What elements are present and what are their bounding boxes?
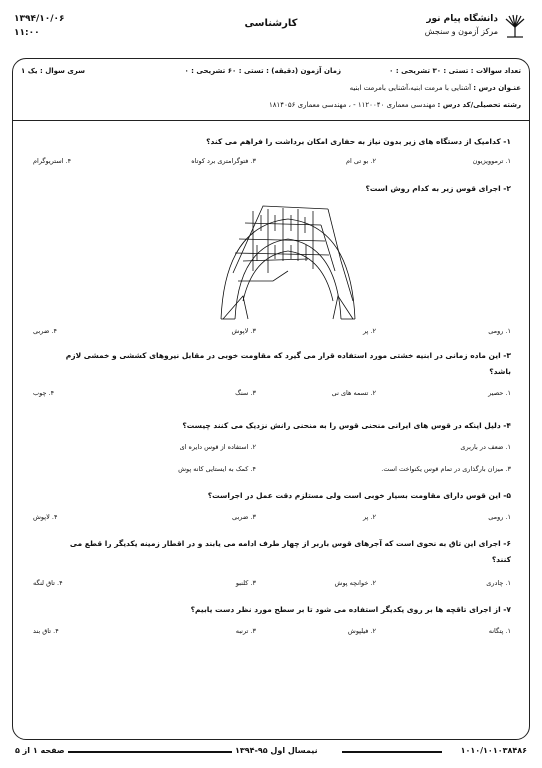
- page-header: [14, 12, 528, 48]
- option[interactable]: ۱. حصیر: [488, 389, 511, 397]
- course-label: عنـوان درس :: [473, 84, 521, 92]
- option[interactable]: ۳. میزان بارگذاری در تمام قوس یکنواخت است.: [381, 465, 511, 473]
- field-label: رشته تحصیلی/کد درس :: [437, 101, 521, 109]
- question-4-options-row-2: [33, 465, 511, 477]
- option[interactable]: ۲. پر: [362, 513, 376, 521]
- option[interactable]: ۲. بو تی ام: [346, 157, 376, 165]
- exam-info-row: [21, 67, 521, 79]
- option[interactable]: ۴. چوب: [33, 389, 55, 397]
- question-2: ۲- اجرای قوس زیر به کدام روش است؟: [365, 184, 511, 193]
- question-4-options-row-1: [33, 443, 511, 455]
- option[interactable]: ۲. خوانچه پوش: [334, 579, 376, 587]
- option[interactable]: ۳. ترنبه: [235, 627, 256, 635]
- page-footer: [12, 746, 530, 758]
- question-5: ۵- این قوس دارای مقاومت بسیار خوبی است ولی مستلزم دقت عمل در اجراست؟: [207, 491, 511, 500]
- question-1: ۱- کدامیک از دستگاه های زیر بدون نیاز به حفاری امکان برداشت را فراهم می کند؟: [206, 137, 511, 146]
- question-series: سری سوال : یک ۱: [21, 67, 86, 75]
- option[interactable]: ۱. رومی: [488, 327, 511, 335]
- question-7-options: [33, 627, 511, 639]
- question-3: ۳- این ماده زمانی در ابنیه خشتی مورد استفاده قرار می گیرد که مقاومت خوبی در مقابل نیروهای کششی و خمشی لازم: [65, 351, 511, 360]
- question-1-options: [33, 157, 511, 169]
- question-3-continued: باشد؟: [489, 367, 511, 376]
- option[interactable]: ۱. پتگانه: [488, 627, 511, 635]
- option[interactable]: ۴. لاپوش: [33, 513, 58, 521]
- center-name: مرکز آزمون و سنجش: [424, 27, 498, 36]
- field-value: مهندسی معماری ۱۱۲۰۰۴۰ - ، مهندسی معماری ۱۸۱۴۰۵۶: [269, 101, 436, 109]
- option[interactable]: ۲. فیلپوش: [347, 627, 376, 635]
- semester: نیمسال اول ۹۵-۱۳۹۴: [232, 746, 321, 755]
- degree-title: کارشناسی: [244, 18, 298, 29]
- questions-count: تعداد سوالات : تستی : ۳۰ تشریحی : ۰: [389, 67, 521, 75]
- exam-time: ۱۱:۰۰: [14, 28, 40, 38]
- option[interactable]: ۴. تاق لنگه: [33, 579, 63, 587]
- exam-code: ۱۰۱۰/۱۰۱۰۳۸۴۸۶: [458, 746, 530, 755]
- question-2-options: [33, 327, 511, 339]
- question-6-options: [33, 579, 511, 591]
- brick-arch-figure: [213, 201, 363, 326]
- field-line: [269, 101, 521, 109]
- course-title-line: [350, 84, 521, 92]
- question-6: ۶- اجرای این تاق به نحوی است که آجرهای قوس باربر از چهار طرف ادامه می یابند و در اقطار زمینه یکدیگر را قطع می: [69, 539, 511, 548]
- university-name: دانشگاه پیام نور: [426, 14, 498, 24]
- course-value: آشنایی با مرمت ابنیه،آشنایی بامرمت ابنیه: [349, 84, 472, 92]
- option[interactable]: ۳. کلنبو: [235, 579, 256, 587]
- option[interactable]: ۳. ضربی: [232, 513, 256, 521]
- option[interactable]: ۳. سنگ: [235, 389, 256, 397]
- question-5-options: [33, 513, 511, 525]
- option[interactable]: ۲. تسمه های نی: [331, 389, 376, 397]
- exam-duration: زمان آزمون (دقیقه) : تستی : ۶۰ تشریحی : ۰: [184, 67, 341, 75]
- footer-rule-right: [342, 751, 442, 753]
- footer-rule-left: [66, 751, 256, 753]
- option[interactable]: ۱. رومی: [488, 513, 511, 521]
- exam-frame: [12, 58, 530, 740]
- question-6-continued: کنند؟: [491, 555, 511, 564]
- option[interactable]: ۳. لاپوش: [231, 327, 256, 335]
- option[interactable]: ۳. فتوگرامتری برد کوتاه: [191, 157, 256, 165]
- question-4: ۴- دلیل اینکه در قوس های ایرانی منحنی قوس را به منحنی رانش نزدیک می کنند چیست؟: [182, 421, 511, 430]
- question-7: ۷- از اجرای تاقچه ها بر روی یکدیگر استفاده می شود تا بر سطح مورد نظر دست یابیم؟: [190, 605, 511, 614]
- exam-date: ۱۳۹۴/۱۰/۰۶: [14, 14, 65, 24]
- exam-info-box: [13, 59, 529, 121]
- option[interactable]: ۲. استفاده از قوس دایره ای: [179, 443, 256, 451]
- page-number: صفحه ۱ از ۵: [12, 746, 68, 755]
- option[interactable]: ۱. چادری: [486, 579, 511, 587]
- option[interactable]: ۱. ضعف در باربری: [460, 443, 511, 451]
- option[interactable]: ۱. ترموویزیون: [472, 157, 511, 165]
- option[interactable]: ۴. تاق بند: [33, 627, 59, 635]
- option[interactable]: ۲. پر: [362, 327, 376, 335]
- option[interactable]: ۴. ضربی: [33, 327, 57, 335]
- question-3-options: [33, 389, 511, 401]
- option[interactable]: ۴. کمک به ایستایی کانه پوش: [178, 465, 256, 473]
- option[interactable]: ۴. استریوگرام: [33, 157, 72, 165]
